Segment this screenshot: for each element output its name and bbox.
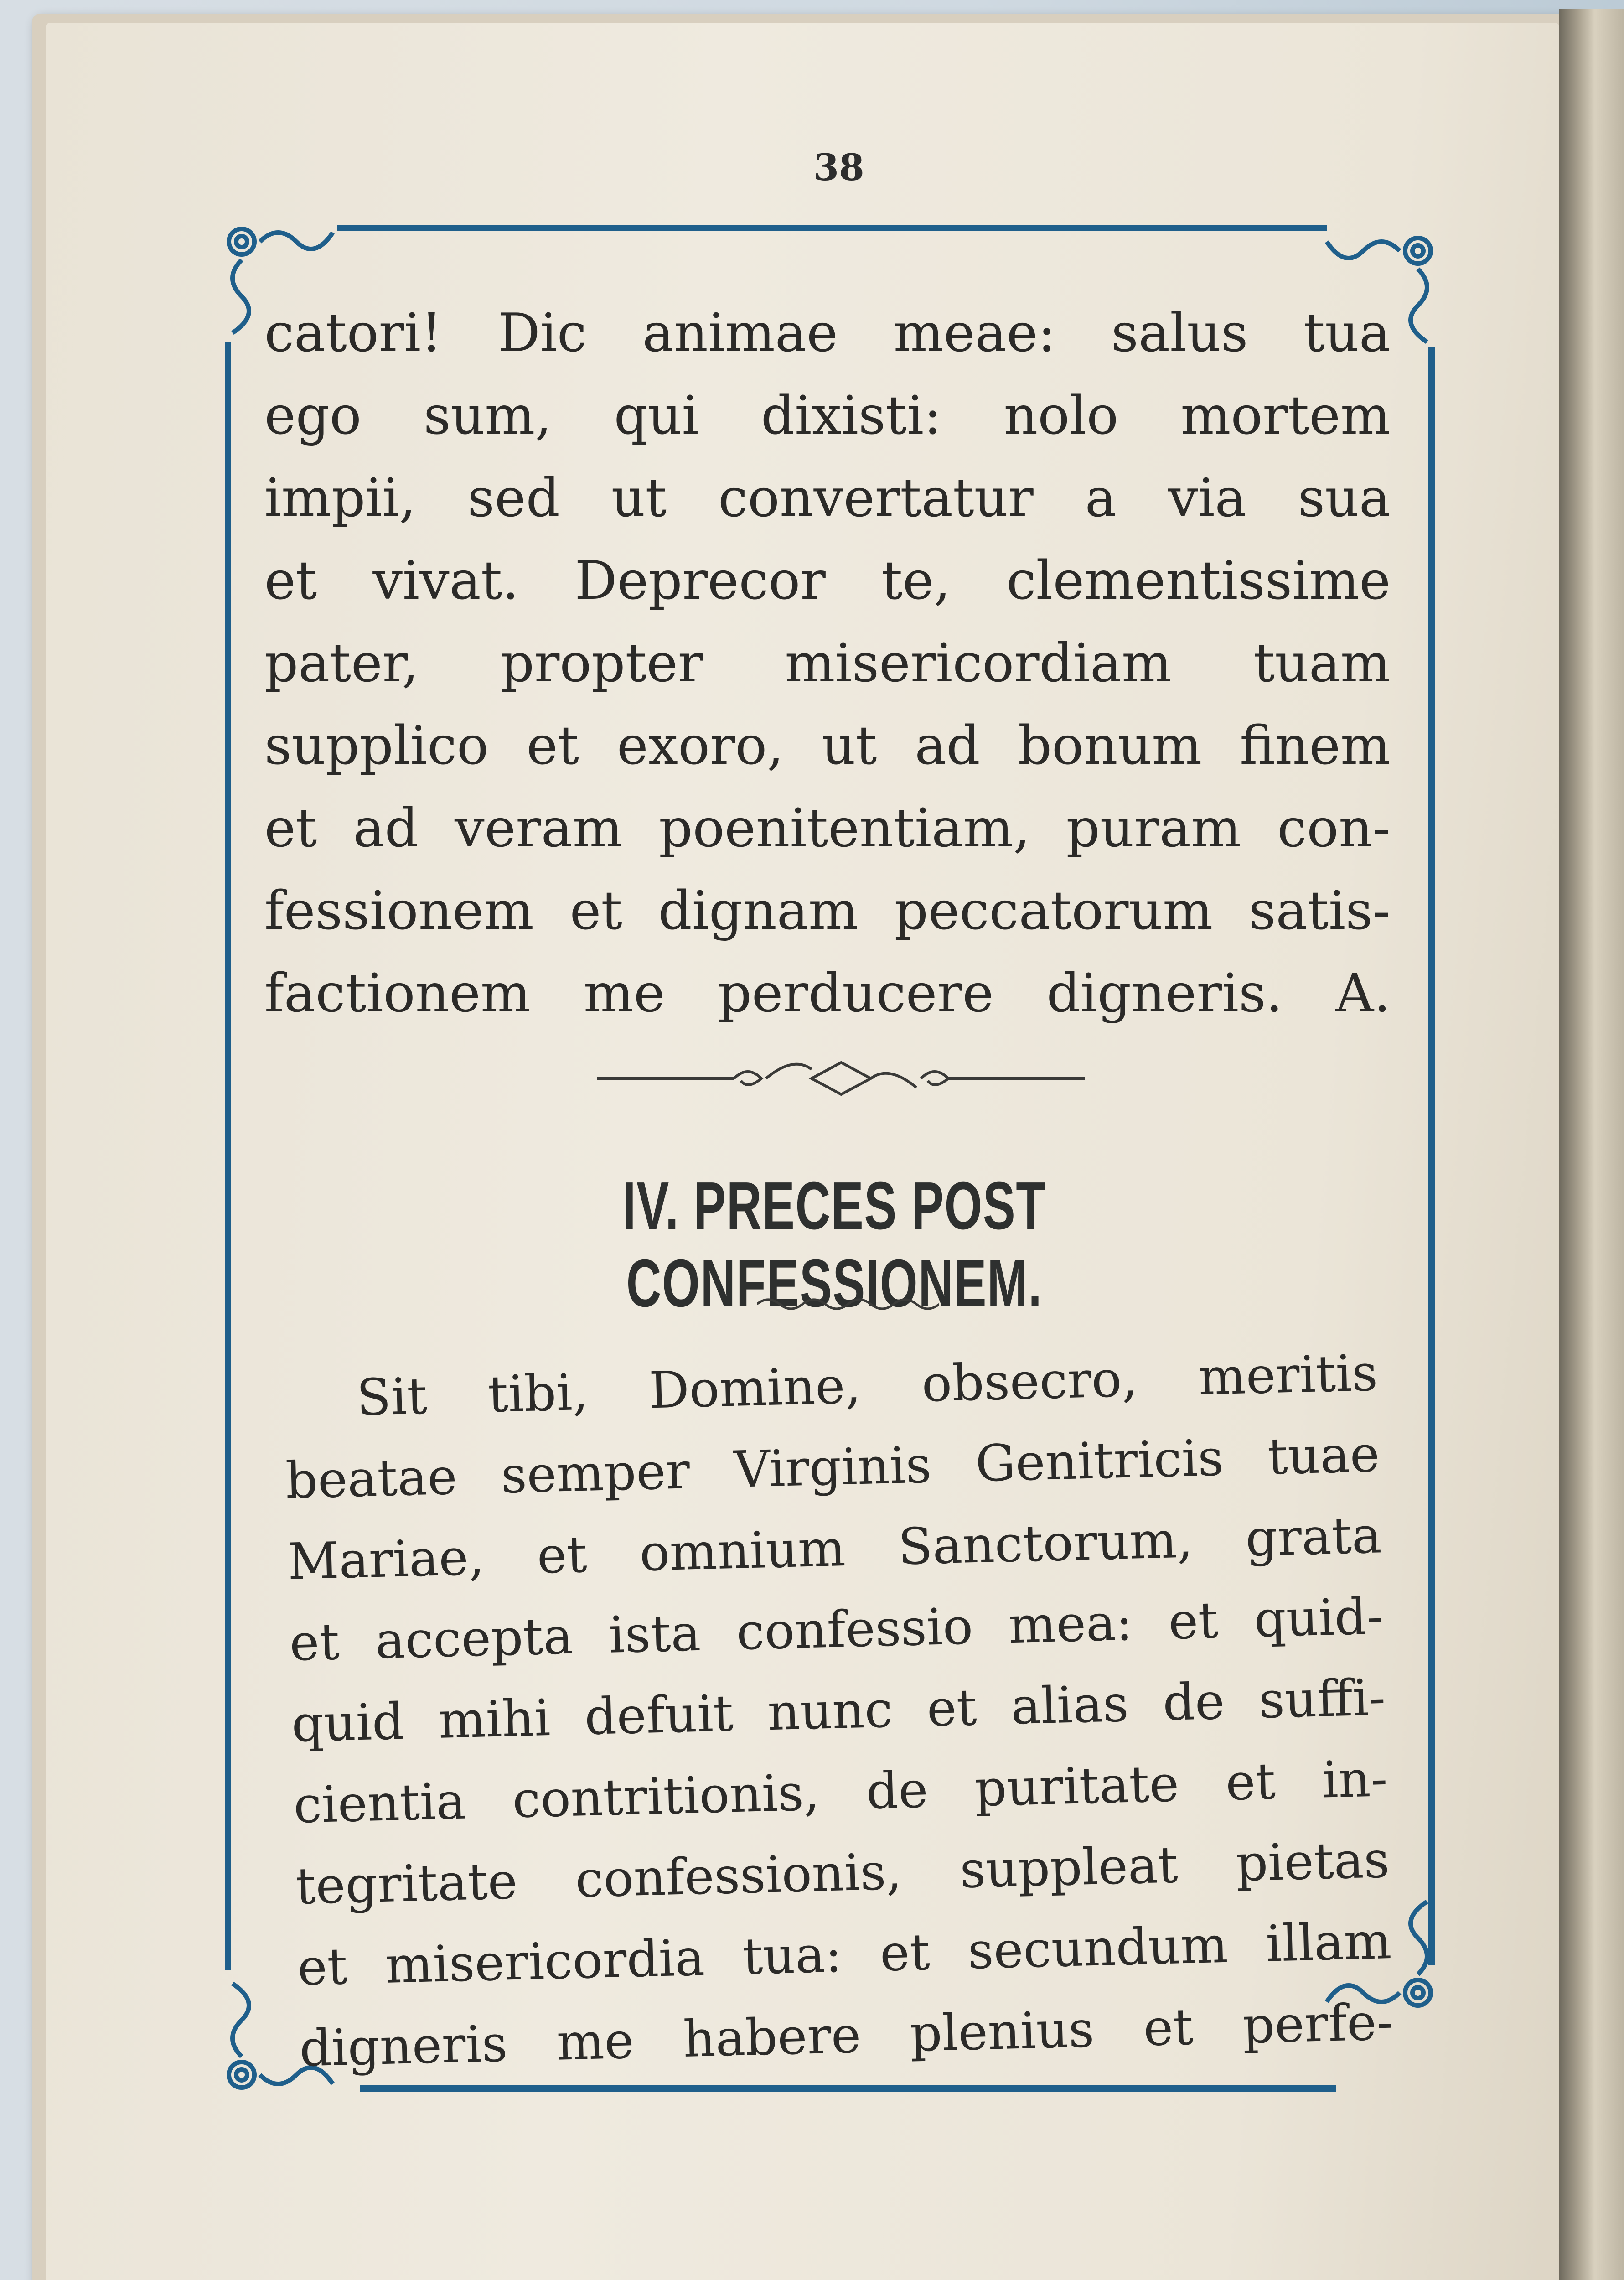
text-line: cientia contritionis, de puritate et in- <box>293 1749 1388 1834</box>
text-line: fessionem et dignam peccatorum satis- <box>264 880 1391 942</box>
text-line: Sit tibi, Domine, obsecro, meritis <box>356 1343 1379 1427</box>
text-line: supplico et exoro, ut ad bonum finem <box>264 715 1391 777</box>
text-line: et accepta ista confessio mea: et quid- <box>289 1587 1385 1672</box>
text-line: et vivat. Deprecor te, clementissime <box>264 550 1391 611</box>
book-gutter <box>1559 9 1624 2280</box>
flourish-divider-icon <box>597 1058 1085 1099</box>
text-line: beatae semper Virginis Genitricis tuae <box>284 1425 1381 1510</box>
text-line: digneris me habere plenius et perfe- <box>299 1992 1394 2078</box>
paragraph-2 <box>283 1332 1394 2089</box>
text-line: impii, sed ut convertatur a via sua <box>264 467 1391 529</box>
text-line: quid mihi defuit nunc et alias de suffi- <box>291 1668 1386 1753</box>
page-number: 38 <box>813 146 864 189</box>
text-line: catori! Dic animae meae: salus tua <box>264 302 1391 364</box>
section-heading: IV. PRECES POST CONFESSIONEM. <box>622 1168 1046 1321</box>
text-line: factionem me perducere digneris. A. <box>264 963 1391 1024</box>
text-line: et ad veram poenitentiam, puram con- <box>264 798 1391 859</box>
text-line: pater, propter misericordiam tuam <box>264 632 1391 694</box>
text-line: Mariae, et omnium Sanctorum, grata <box>287 1506 1382 1591</box>
text-line: tegritate confessionis, suppleat pietas <box>295 1830 1391 1916</box>
paragraph-1 <box>264 292 1391 1035</box>
text-line: ego sum, qui dixisti: nolo mortem <box>264 385 1391 446</box>
wave-divider-icon <box>757 1290 939 1313</box>
text-line: et misericordia tua: et secundum illam <box>297 1911 1392 1997</box>
